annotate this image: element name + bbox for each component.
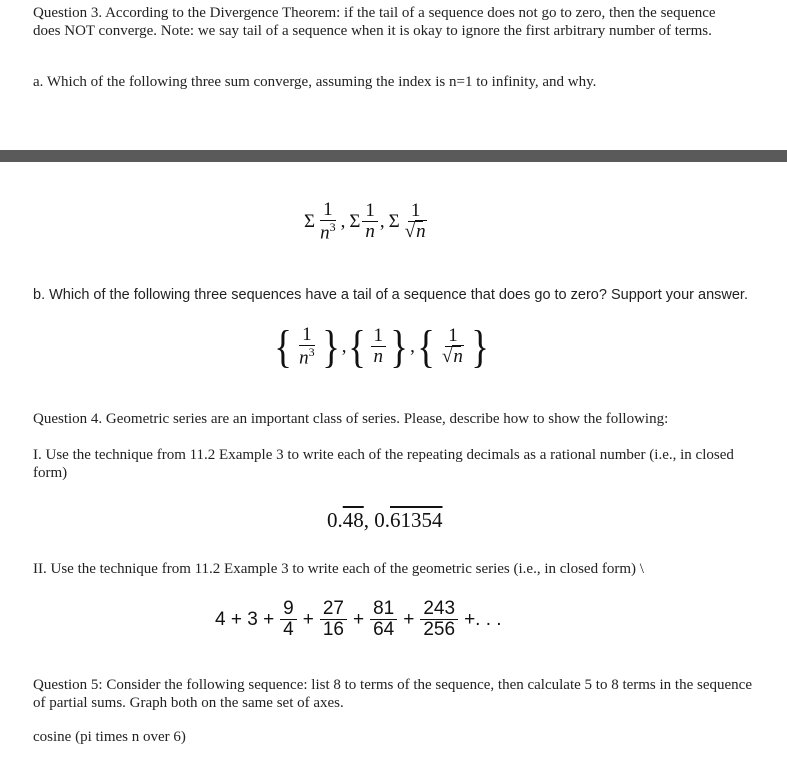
fraction-one-over-sqrt-n: $\frac{1}{√n}$ [404, 200, 426, 243]
question-5-sequence: cosine (pi times n over 6) [33, 729, 186, 745]
repeating-decimals: 0.48, 0.61354 [327, 508, 443, 532]
sequence-one-over-n-cubed: $\frac{1}{n^3}$ [299, 323, 315, 369]
sequence-one-over-n: $\frac{1}{n}$ [371, 326, 387, 368]
geometric-series: 4 + 3 + $\frac{9}{4}$ + $\frac{27}{16}$ + $\frac{81}{64}$ + $\frac{243}{256}$ +. . . [215, 598, 502, 640]
question-3-part-b: b. Which of the following three sequences have a tail of a sequence that does go to zero? Support your answer. [33, 287, 748, 303]
question-4-intro: Question 4. Geometric series are an important class of series. Please, describe how to show the following: [33, 411, 669, 427]
fraction-one-over-n-cubed: $\frac{1}{n^3}$ [320, 199, 336, 244]
series-term-243-256: $\frac{243}{256}$ [420, 599, 458, 641]
question-4-part-1: I. Use the technique from 11.2 Example 3 to write each of the repeating decimals as a rational number (i.e., in closed form) [33, 447, 734, 481]
sigma-symbol: Σ [304, 211, 316, 233]
series-term-9-4: $\frac{9}{4}$ [280, 599, 297, 641]
sums-expression: Σ $\frac{1}{n^3}$ , Σ $\frac{1}{n}$ , Σ $\frac{1}{√n}$ [304, 200, 432, 244]
repeat-bar-48: 48 [342, 508, 364, 532]
section-divider [0, 150, 787, 162]
sigma-symbol: Σ [349, 211, 361, 233]
sequences-expression: { $\frac{1}{n^3}$ } , { $\frac{1}{n}$ } , { $\frac{1}{√n}$ } [274, 321, 489, 372]
series-term-81-64: $\frac{81}{64}$ [370, 599, 397, 641]
question-3-part-a: a. Which of the following three sum converge, assuming the index is n=1 to infinity, and why. [33, 74, 597, 90]
question-4-part-2: II. Use the technique from 11.2 Example 3 to write each of the geometric series (i.e., in closed form) \ [33, 561, 644, 577]
repeat-bar-61354: 61354 [390, 508, 443, 532]
question-5-text: Question 5: Consider the following sequence: list 8 to terms of the sequence, then calculate 5 to 8 terms in the sequence of partial sums. Graph both on the same set of axes. [33, 677, 752, 711]
series-term-27-16: $\frac{27}{16}$ [320, 599, 347, 641]
sigma-symbol: Σ [388, 211, 400, 233]
fraction-one-over-n: $\frac{1}{n}$ [362, 201, 378, 243]
sequence-one-over-sqrt-n: $\frac{1}{√n}$ [441, 325, 463, 368]
question-3-intro: Question 3. According to the Divergence Theorem: if the tail of a sequence does not go to zero, then the sequence does NOT converge. Note: we say tail of a sequence when it is okay to ignore the first arbitrary number of terms. [33, 5, 716, 39]
